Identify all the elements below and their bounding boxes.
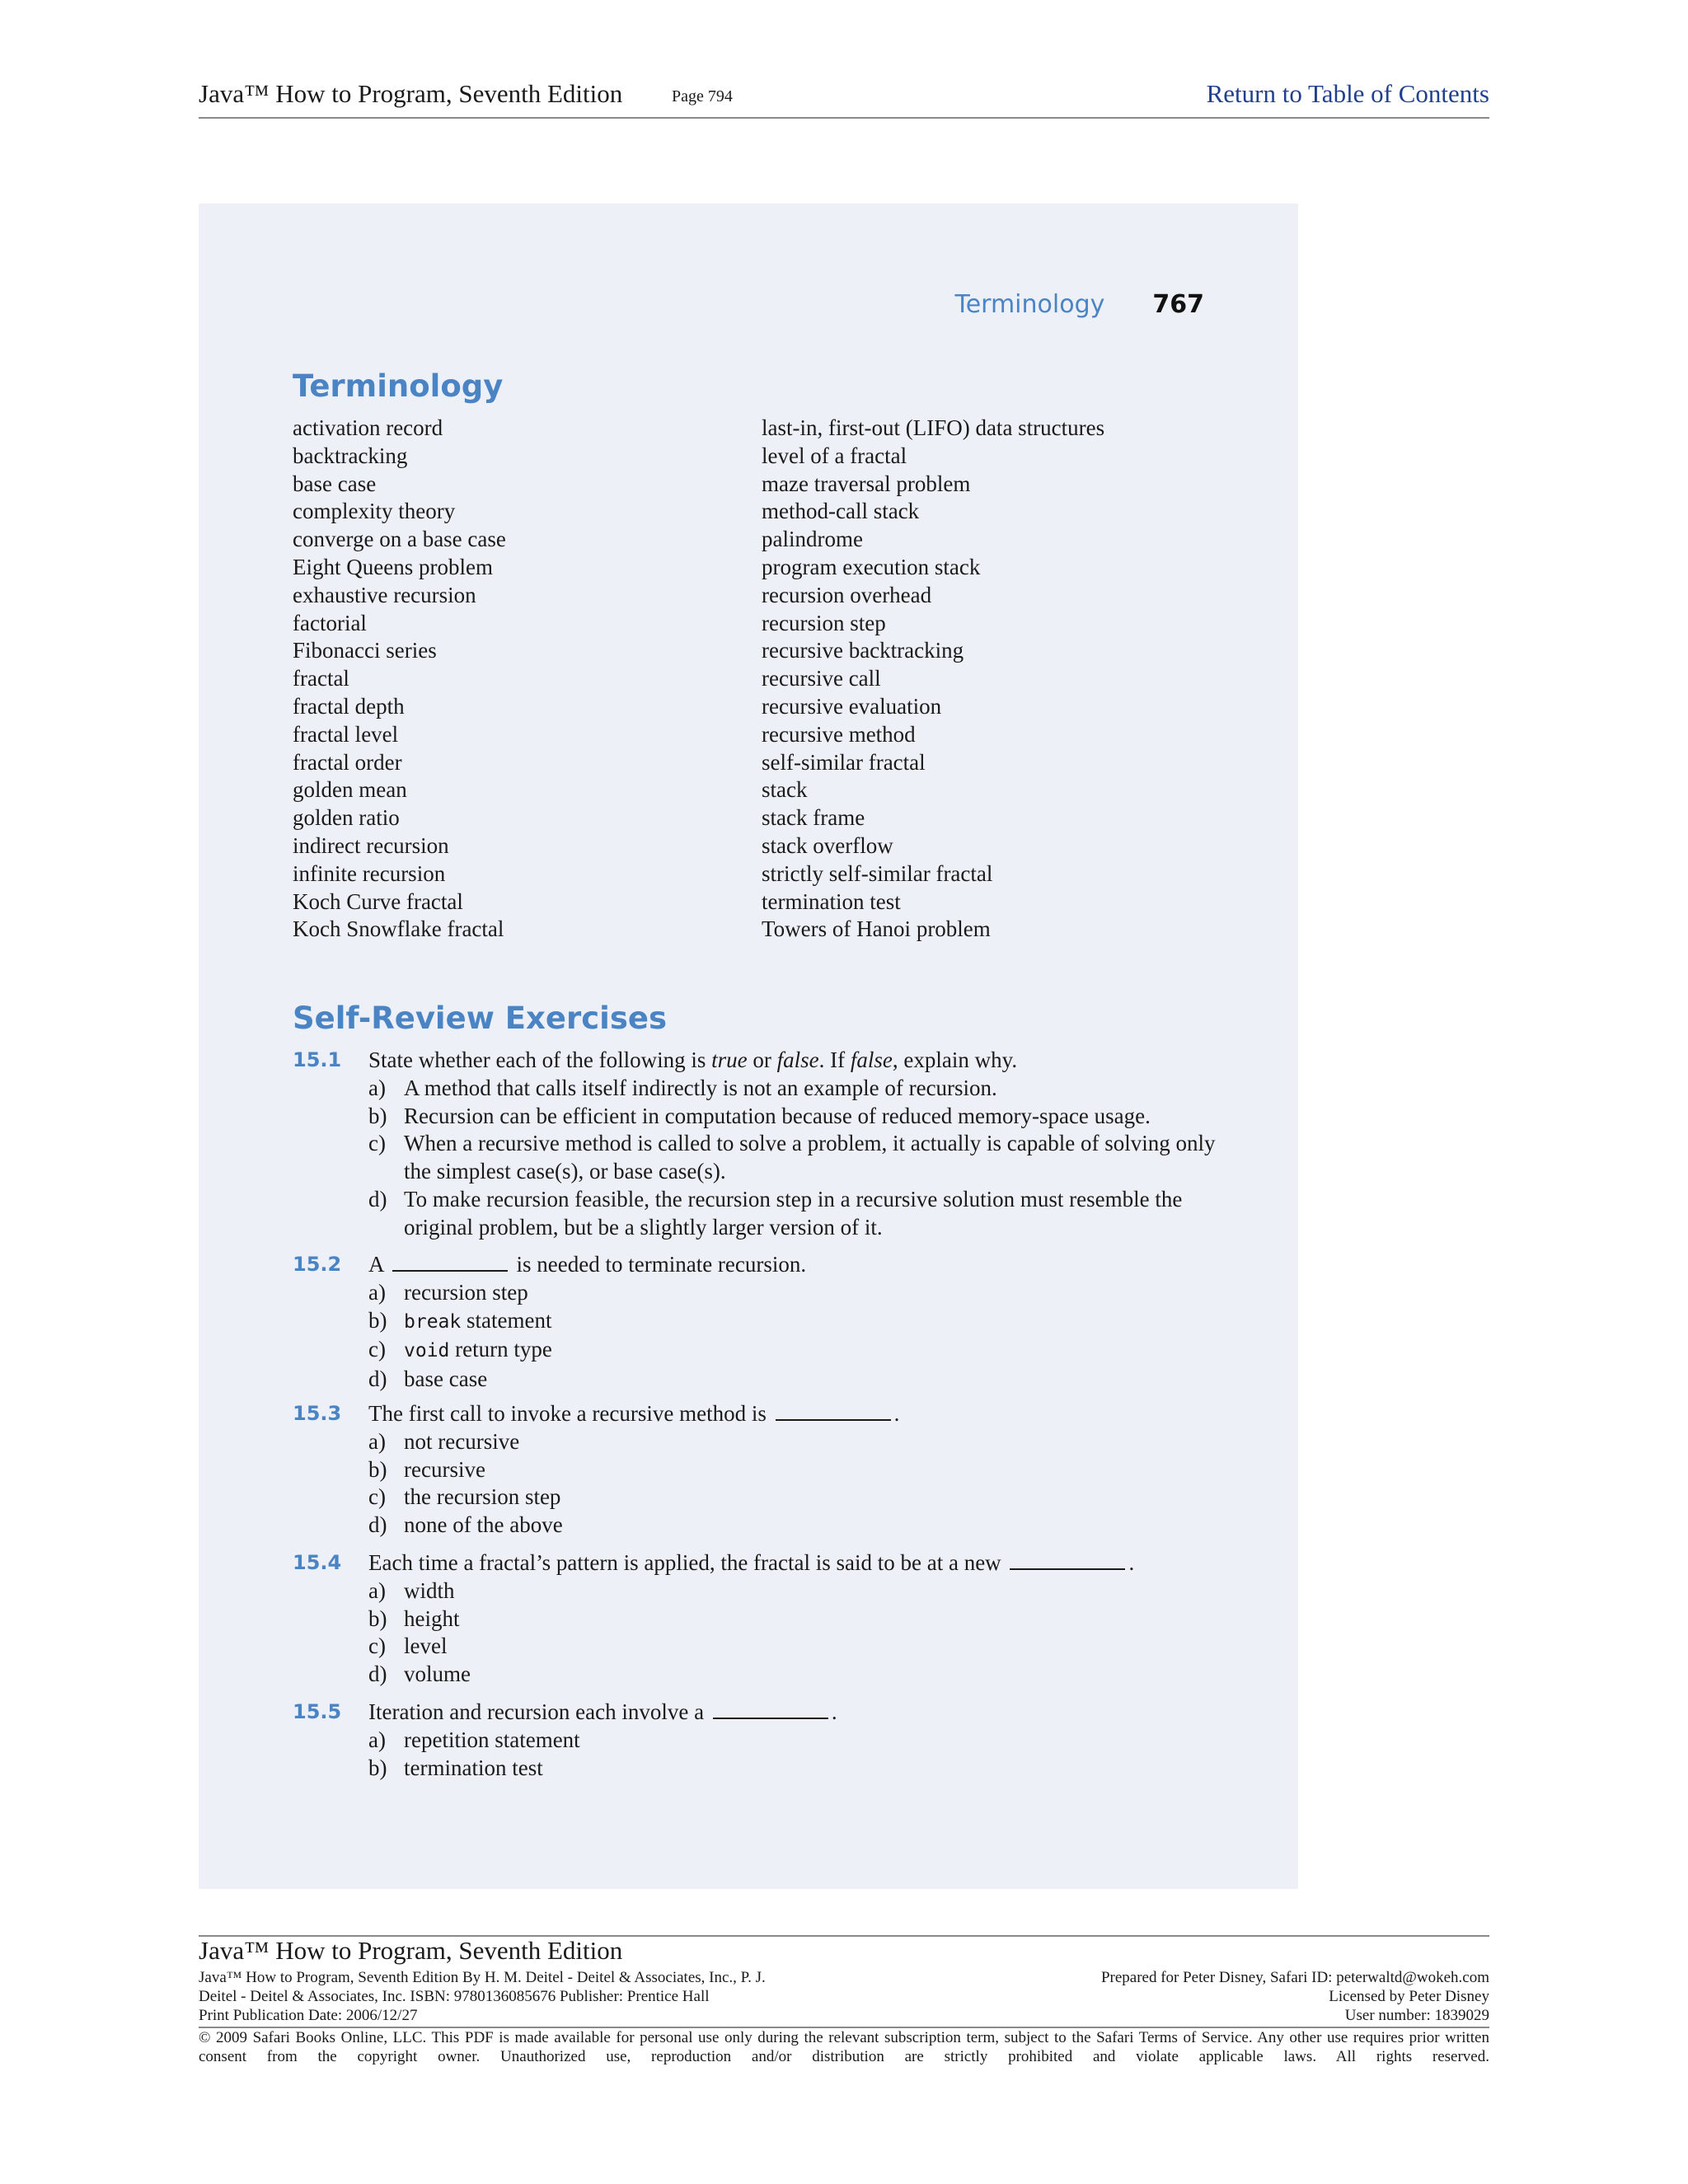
option-letter: b)	[368, 1103, 387, 1128]
option-text: A method that calls itself indirectly is not an example of recursion.	[404, 1075, 997, 1100]
question-text: is needed to terminate recursion.	[516, 1252, 807, 1277]
term-item: level of a fractal	[762, 443, 907, 468]
exercise-number: 15.3	[293, 1402, 342, 1425]
option-letter: a)	[368, 1279, 386, 1305]
exercise-question	[368, 1699, 837, 1727]
terminology-left-column	[293, 415, 506, 944]
answer-blank	[713, 1699, 828, 1719]
option-item	[368, 1755, 1226, 1783]
term-item: Eight Queens problem	[293, 554, 493, 579]
term-item: infinite recursion	[293, 860, 446, 886]
option-item	[368, 1103, 1226, 1131]
footer-license-info	[1101, 1968, 1489, 2025]
option-text: Recursion can be efficient in computation because of reduced memory-space usage.	[404, 1103, 1151, 1128]
option-text: recursion step	[404, 1279, 528, 1305]
question-text: Each time a fractal’s pattern is applied, the fractal is said to be at a new	[368, 1550, 1001, 1575]
self-review-heading: Self-Review Exercises	[293, 1001, 668, 1036]
option-item	[368, 1279, 1226, 1307]
option-text: return type	[449, 1337, 552, 1362]
term-item: recursion step	[762, 610, 886, 635]
term-item: palindrome	[762, 527, 863, 552]
option-item	[368, 1186, 1226, 1242]
question-text: .	[893, 1401, 900, 1426]
option-letter: b)	[368, 1605, 387, 1631]
option-item	[368, 1661, 1226, 1689]
option-letter: d)	[368, 1661, 387, 1687]
true-word: true	[711, 1047, 748, 1072]
option-letter: d)	[368, 1186, 387, 1212]
term-item: termination test	[762, 888, 901, 914]
term-item: fractal order	[293, 749, 402, 775]
term-item: stack	[762, 777, 808, 803]
running-head	[199, 290, 1204, 319]
question-text: A	[368, 1252, 384, 1277]
option-letter: c)	[368, 1131, 386, 1156]
term-item: self-similar fractal	[762, 749, 926, 775]
footer-line: Deitel - Deitel & Associates, Inc. ISBN: 9780136085676 Publisher: Prentice Hall	[199, 1988, 710, 2005]
option-letter: c)	[368, 1633, 386, 1659]
running-head-section: Terminology	[954, 290, 1105, 319]
term-item: method-call stack	[762, 499, 920, 524]
exercise-options	[368, 1279, 1226, 1394]
exercise-number: 15.1	[293, 1048, 342, 1071]
footer-line: Licensed by Peter Disney	[1329, 1988, 1489, 2005]
false-word: false	[850, 1047, 893, 1072]
page-number: Page 794	[672, 87, 733, 105]
question-text: or	[747, 1047, 777, 1072]
running-head-page-number: 767	[1152, 290, 1204, 319]
option-letter: d)	[368, 1366, 387, 1392]
exercise-question	[368, 1400, 899, 1428]
exercise-options	[368, 1727, 1226, 1783]
option-text: To make recursion feasible, the recursion step in a recursive solution must resemble the original problem, but be a slightly larger version of it.	[404, 1186, 1183, 1240]
option-letter: a)	[368, 1428, 386, 1454]
question-text: , explain why.	[892, 1047, 1018, 1072]
exercise-number: 15.2	[293, 1253, 342, 1276]
term-item: converge on a base case	[293, 527, 506, 552]
book-title: Java™ How to Program, Seventh Edition	[199, 79, 623, 108]
term-item: complexity theory	[293, 499, 456, 524]
term-item: golden mean	[293, 777, 407, 803]
exercise-question	[368, 1047, 1017, 1075]
term-item: recursive evaluation	[762, 693, 942, 719]
term-item: stack frame	[762, 805, 865, 831]
term-item: stack overflow	[762, 832, 893, 858]
term-item: program execution stack	[762, 554, 981, 579]
terminology-right-column	[762, 415, 1104, 944]
term-item: recursive method	[762, 721, 916, 747]
term-item: fractal level	[293, 721, 399, 747]
term-item: Towers of Hanoi problem	[762, 916, 991, 942]
option-text: recursive	[404, 1456, 485, 1482]
option-letter: c)	[368, 1337, 386, 1362]
option-letter: b)	[368, 1307, 387, 1333]
footer-line: Java™ How to Program, Seventh Edition By H. M. Deitel - Deitel & Associates, Inc., P. J.	[199, 1969, 766, 1986]
answer-blank	[1010, 1550, 1125, 1570]
option-item	[368, 1366, 1226, 1394]
question-text: State whether each of the following is	[368, 1047, 712, 1072]
option-item	[368, 1130, 1226, 1186]
copyright-notice: © 2009 Safari Books Online, LLC. This PDF is made available for personal use only during the relevant subscription term, subject to the Safari Terms of Service. Any other use requires prior written consent from the copyright owner. Unauthorized use, reproduction and/or distribution are strictly prohibited and violate applicable laws. All rights reserved.	[199, 2029, 1489, 2065]
document-header	[199, 76, 1489, 119]
terminology-heading: Terminology	[293, 368, 504, 404]
option-text: When a recursive method is called to solve a problem, it actually is capable of solving only the simplest case(s), or base case(s).	[404, 1131, 1216, 1184]
exercise-options	[368, 1577, 1226, 1689]
code-keyword: break	[404, 1310, 462, 1333]
term-item: Fibonacci series	[293, 638, 437, 663]
term-item: fractal	[293, 666, 349, 691]
question-text: The first call to invoke a recursive method is	[368, 1401, 767, 1426]
question-text: .	[831, 1699, 837, 1724]
option-item	[368, 1336, 1226, 1366]
option-item	[368, 1075, 1226, 1103]
term-item: activation record	[293, 415, 443, 440]
term-item: base case	[293, 471, 377, 496]
option-letter: b)	[368, 1456, 387, 1482]
term-item: recursion overhead	[762, 582, 932, 607]
term-item: exhaustive recursion	[293, 582, 476, 607]
option-text: repetition statement	[404, 1727, 580, 1752]
question-text: Iteration and recursion each involve a	[368, 1699, 705, 1724]
option-item	[368, 1511, 1226, 1540]
option-letter: a)	[368, 1075, 386, 1100]
option-letter: a)	[368, 1577, 386, 1603]
option-letter: c)	[368, 1484, 386, 1510]
option-letter: d)	[368, 1512, 387, 1538]
footer-line: User number: 1839029	[1344, 2007, 1489, 2024]
term-item: golden ratio	[293, 805, 400, 831]
option-text: height	[404, 1605, 460, 1631]
option-item	[368, 1456, 1226, 1484]
term-item: indirect recursion	[293, 832, 449, 858]
term-item: recursive backtracking	[762, 638, 964, 663]
option-text: base case	[404, 1366, 488, 1392]
term-item: Koch Snowflake fractal	[293, 916, 504, 942]
option-text: level	[404, 1633, 448, 1659]
option-item	[368, 1605, 1226, 1633]
option-item	[368, 1633, 1226, 1661]
term-item: last-in, first-out (LIFO) data structures	[762, 415, 1105, 440]
option-letter: a)	[368, 1727, 386, 1752]
option-item	[368, 1307, 1226, 1337]
term-item: backtracking	[293, 443, 408, 468]
answer-blank	[392, 1252, 508, 1272]
term-item: maze traversal problem	[762, 471, 971, 496]
table-of-contents-link[interactable]: Return to Table of Contents	[1206, 79, 1489, 108]
option-item	[368, 1577, 1226, 1605]
option-text: the recursion step	[404, 1484, 561, 1510]
option-letter: b)	[368, 1755, 387, 1780]
option-text: volume	[404, 1661, 471, 1687]
footer-book-title: Java™ How to Program, Seventh Edition	[199, 1936, 623, 1965]
book-page	[199, 204, 1298, 1889]
option-text: termination test	[404, 1755, 543, 1780]
exercise-question	[368, 1549, 1134, 1577]
exercise-question	[368, 1251, 806, 1279]
question-text: . If	[818, 1047, 851, 1072]
code-keyword: void	[404, 1340, 450, 1362]
term-item: factorial	[293, 610, 367, 635]
exercise-options	[368, 1075, 1226, 1242]
false-word: false	[776, 1047, 819, 1072]
option-text: not recursive	[404, 1428, 520, 1454]
term-item: recursive call	[762, 666, 881, 691]
option-text: width	[404, 1577, 455, 1603]
exercise-number: 15.4	[293, 1551, 342, 1574]
exercise-number: 15.5	[293, 1700, 342, 1723]
option-text: statement	[461, 1307, 552, 1333]
footer-publication-info	[199, 1968, 766, 2025]
question-text: .	[1128, 1550, 1135, 1575]
option-item	[368, 1428, 1226, 1456]
term-item: fractal depth	[293, 693, 405, 719]
footer-line: Print Publication Date: 2006/12/27	[199, 2007, 418, 2024]
term-item: Koch Curve fractal	[293, 888, 463, 914]
term-item: strictly self-similar fractal	[762, 860, 993, 886]
option-item	[368, 1483, 1226, 1511]
exercise-options	[368, 1428, 1226, 1540]
option-text: none of the above	[404, 1512, 563, 1538]
option-item	[368, 1727, 1226, 1755]
answer-blank	[776, 1401, 891, 1421]
footer-line: Prepared for Peter Disney, Safari ID: peterwaltd@wokeh.com	[1100, 1969, 1489, 1986]
